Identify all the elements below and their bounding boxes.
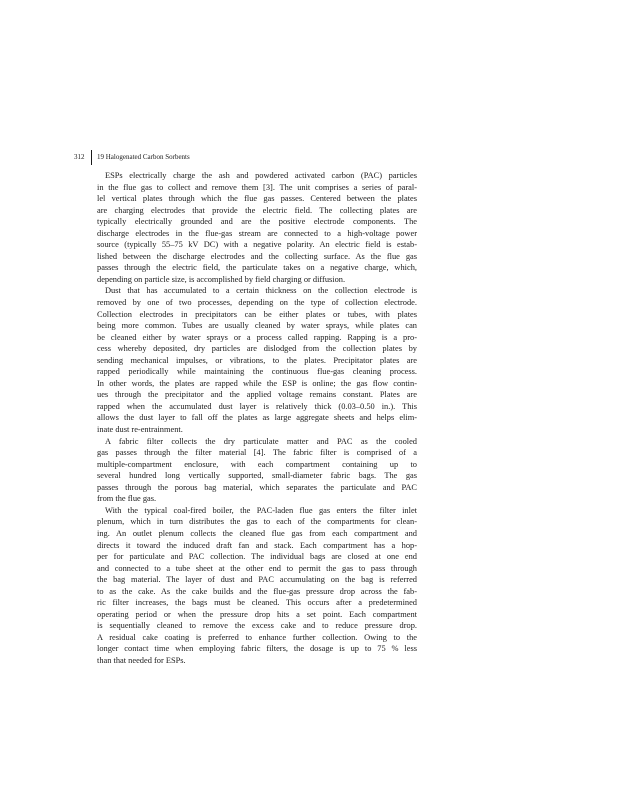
paragraph xyxy=(97,285,417,435)
text-line: is sequentially cleaned to remove the excess cake and to reduce pressure drop. xyxy=(97,621,417,631)
paragraph xyxy=(97,505,417,667)
text-line: and connected to a tube sheet at the other end to permit the gas to pass through xyxy=(97,563,417,573)
text-line: in the flue gas to collect and remove them [3]. The unit comprises a series of paral- xyxy=(97,182,417,192)
text-line: be cleaned either by water sprays or a process called rapping. Rapping is a pro- xyxy=(97,332,417,342)
header-divider xyxy=(91,150,92,165)
text-line: than that needed for ESPs. xyxy=(97,655,186,665)
text-line: discharge electrodes in the flue-gas stream are connected to a high-voltage power xyxy=(97,228,417,238)
text-line: sending mechanical impulses, or vibrations, to the plates. Precipitator plates are xyxy=(97,355,417,365)
text-line: to as the cake. As the cake builds and the flue-gas pressure drop across the fab- xyxy=(97,586,417,596)
text-line: A residual cake coating is preferred to enhance further collection. Owing to the xyxy=(97,632,417,642)
text-line: source (typically 55–75 kV DC) with a negative polarity. An electric field is estab- xyxy=(97,240,417,250)
text-line: passes through the porous bag material, which separates the particulate and PAC xyxy=(97,482,417,492)
text-line: lel vertical plates through which the flue gas passes. Centered between the plates xyxy=(97,194,417,204)
page-number: 312 xyxy=(74,153,85,161)
text-line: passes through the electric field, the particulate takes on a negative charge, which, xyxy=(97,263,417,273)
text-line: A fabric filter collects the dry particulate matter and PAC as the cooled xyxy=(105,436,417,446)
text-line: from the flue gas. xyxy=(97,494,157,504)
text-line: ric filter increases, the bags must be cleaned. This occurs after a predetermined xyxy=(97,598,417,608)
text-line: typically electrically grounded and are the positive electrode components. The xyxy=(97,217,417,227)
text-line: rapped when the accumulated dust layer is relatively thick (0.03–0.50 in.). This xyxy=(97,401,417,411)
text-line: cess whereby deposited, dry particles are dislodged from the collection plates by xyxy=(97,344,417,354)
paragraph xyxy=(97,170,417,285)
text-line: operating period or when the pressure drop hits a set point. Each compartment xyxy=(97,609,417,619)
text-line: are charging electrodes that provide the electric field. The collecting plates are xyxy=(97,205,417,215)
text-line: ESPs electrically charge the ash and powdered activated carbon (PAC) particles xyxy=(105,171,417,180)
text-line: gas passes through the filter material [4]. The fabric filter is comprised of a xyxy=(97,448,417,458)
paragraph xyxy=(97,436,417,505)
text-line: rapped periodically while maintaining the continuous flue-gas cleaning process. xyxy=(97,367,417,377)
text-line: per for particulate and PAC collection. The individual bags are closed at one end xyxy=(97,552,417,562)
text-line: ues through the precipitator and the applied voltage remains constant. Plates are xyxy=(97,390,417,400)
text-line: inate dust re-entrainment. xyxy=(97,425,183,435)
text-line: lished between the discharge electrodes and the collecting surface. As the flue gas xyxy=(97,251,417,261)
text-line: plenum, which in turn distributes the gas to each of the compartments for clean- xyxy=(97,517,417,527)
text-line: the bag material. The layer of dust and PAC accumulating on the bag is referred xyxy=(97,575,417,585)
text-line: multiple-compartment enclosure, with each compartment containing up to xyxy=(97,459,417,469)
text-line: ing. An outlet plenum collects the cleaned flue gas from each compartment and xyxy=(97,528,417,538)
running-header xyxy=(74,150,474,164)
body-text xyxy=(97,170,417,667)
text-line: longer contact time when employing fabric filters, the dosage is up to 75 % less xyxy=(97,644,417,654)
text-line: Dust that has accumulated to a certain thickness on the collection electrode is xyxy=(105,286,417,296)
text-line: With the typical coal-fired boiler, the PAC-laden flue gas enters the filter inlet xyxy=(105,505,417,515)
text-line: being more common. Tubes are usually cleaned by water sprays, while plates can xyxy=(97,321,417,331)
chapter-title: 19 Halogenated Carbon Sorbents xyxy=(97,153,190,161)
text-line: removed by one of two processes, depending on the type of collection electrode. xyxy=(97,298,417,308)
text-line: In other words, the plates are rapped while the ESP is online; the gas flow contin- xyxy=(97,378,417,388)
text-line: allows the dust layer to fall off the plates as large aggregate sheets and helps elim- xyxy=(97,413,417,423)
text-line: Collection electrodes in precipitators can be either plates or tubes, with plates xyxy=(97,309,417,319)
text-line: several hundred long vertically supported, small-diameter fabric bags. The gas xyxy=(97,471,417,481)
text-line: depending on particle size, is accomplished by field charging or diffusion. xyxy=(97,274,346,284)
text-line: directs it toward the induced draft fan and stack. Each compartment has a hop- xyxy=(97,540,417,550)
